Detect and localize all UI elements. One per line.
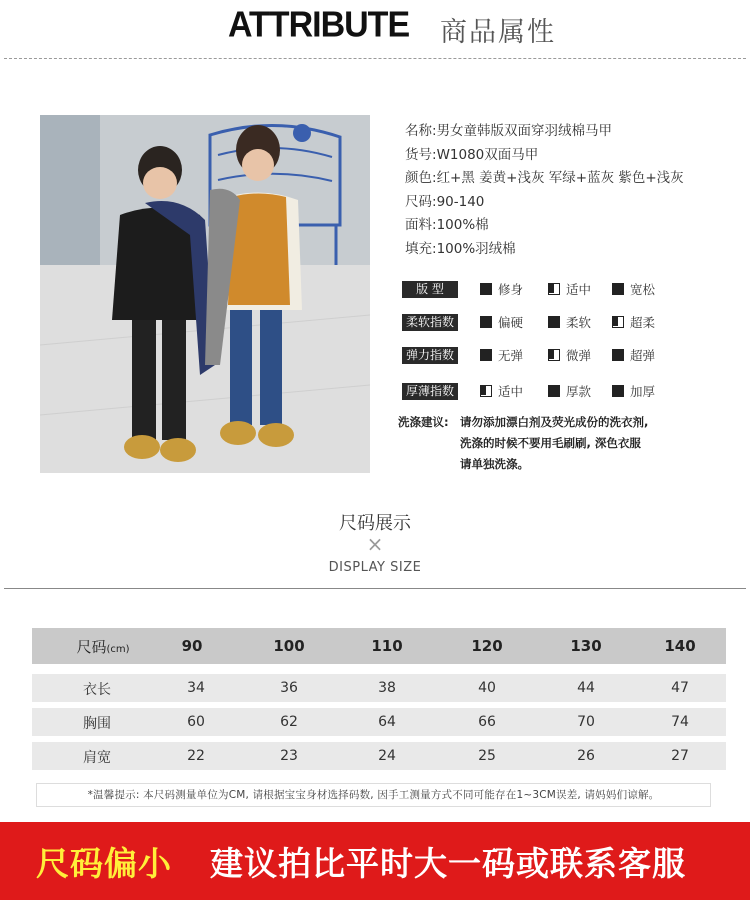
checkbox-icon <box>480 283 492 295</box>
checkbox-icon <box>548 385 560 397</box>
checkbox-selected-icon <box>548 349 560 361</box>
table-cell: 44 <box>577 680 595 696</box>
size-header-110: 110 <box>371 637 403 655</box>
option-soft: 柔软 <box>548 315 591 330</box>
table-row <box>32 742 726 770</box>
size-header-140: 140 <box>664 637 696 655</box>
option-thick: 厚款 <box>548 384 591 399</box>
option-slim: 修身 <box>480 282 523 297</box>
size-header-130: 130 <box>570 637 602 655</box>
option-no-stretch: 无弹 <box>480 348 523 363</box>
table-cell: 22 <box>187 748 205 764</box>
header-title: ATTRIBUTE <box>228 5 410 45</box>
product-photo <box>40 115 370 473</box>
attribute-header <box>0 0 750 60</box>
index-elasticity <box>402 347 747 367</box>
table-cell: 70 <box>577 714 595 730</box>
table-cell: 40 <box>478 680 496 696</box>
checkbox-icon <box>480 316 492 328</box>
table-row <box>32 708 726 736</box>
option-medium: 适中 <box>480 384 523 399</box>
table-row <box>32 674 726 702</box>
info-size: 尺码:90-140 <box>405 193 485 210</box>
size-section-title: 尺码展示 <box>339 513 411 534</box>
header-divider <box>4 58 746 59</box>
row-label: 肩宽 <box>83 750 111 766</box>
checkbox-icon <box>612 349 624 361</box>
size-header-120: 120 <box>471 637 503 655</box>
checkbox-selected-icon <box>480 385 492 397</box>
header-subtitle: 商品属性 <box>440 17 556 48</box>
table-cell: 24 <box>378 748 396 764</box>
size-section-divider <box>4 588 746 589</box>
option-super-stretch: 超弹 <box>612 348 655 363</box>
checkbox-selected-icon <box>548 283 560 295</box>
table-cell: 62 <box>280 714 298 730</box>
table-cell: 34 <box>187 680 205 696</box>
table-cell: 23 <box>280 748 298 764</box>
measurement-tip: *温馨提示: 本尺码测量单位为CM, 请根据宝宝身材选择码数, 因手工测量方式不同可能存在1~3CM误差, 请妈妈们谅解。 <box>36 783 711 807</box>
cross-icon: × <box>366 532 384 556</box>
product-photo-illustration <box>40 115 370 473</box>
table-cell: 38 <box>378 680 396 696</box>
row-label: 胸围 <box>83 716 111 732</box>
size-header-label: 尺码(cm) <box>76 638 130 656</box>
option-regular: 适中 <box>548 282 591 297</box>
index-label: 版 型 <box>402 281 458 298</box>
table-cell: 60 <box>187 714 205 730</box>
checkbox-icon <box>548 316 560 328</box>
info-color: 颜色:红+黑 姜黄+浅灰 军绿+蓝灰 紫色+浅灰 <box>405 170 684 186</box>
option-super-soft: 超柔 <box>612 315 655 330</box>
index-label: 厚薄指数 <box>402 383 458 400</box>
size-header-100: 100 <box>273 637 305 655</box>
option-extra-thick: 加厚 <box>612 384 655 399</box>
checkbox-icon <box>612 283 624 295</box>
size-warning-banner <box>0 822 750 900</box>
wash-label: 洗涤建议: <box>398 415 449 429</box>
table-cell: 64 <box>378 714 396 730</box>
index-thickness <box>402 383 747 403</box>
checkbox-icon <box>612 385 624 397</box>
index-label: 柔软指数 <box>402 314 458 331</box>
table-cell: 26 <box>577 748 595 764</box>
info-name: 名称:男女童韩版双面穿羽绒棉马甲 <box>405 123 613 139</box>
size-header-90: 90 <box>181 637 203 655</box>
info-item-no: 货号:W1080双面马甲 <box>405 146 539 163</box>
index-fit <box>402 281 747 301</box>
banner-warning-text: 尺码偏小 <box>36 844 172 883</box>
wash-text: 请勿添加漂白剂及荧光成份的洗衣剂, 洗涤的时候不要用毛刷刷, 深色衣服 请单独洗涤。 <box>460 415 649 471</box>
option-hard: 偏硬 <box>480 315 523 330</box>
info-fabric: 面料:100%棉 <box>405 217 489 233</box>
size-table-header <box>32 628 726 664</box>
product-info-list <box>405 120 745 261</box>
table-cell: 66 <box>478 714 496 730</box>
banner-advice-text: 建议拍比平时大一码或联系客服 <box>210 844 686 883</box>
info-filling: 填充:100%羽绒棉 <box>405 240 516 257</box>
table-cell: 74 <box>671 714 689 730</box>
checkbox-icon <box>480 349 492 361</box>
row-label: 衣长 <box>83 682 111 698</box>
table-cell: 47 <box>671 680 689 696</box>
table-cell: 36 <box>280 680 298 696</box>
checkbox-selected-icon <box>612 316 624 328</box>
table-cell: 27 <box>671 748 689 764</box>
option-slight-stretch: 微弹 <box>548 348 591 363</box>
size-section-subtitle: DISPLAY SIZE <box>328 560 422 575</box>
option-loose: 宽松 <box>612 282 655 297</box>
index-label: 弹力指数 <box>402 347 458 364</box>
index-softness <box>402 314 747 334</box>
table-cell: 25 <box>478 748 496 764</box>
